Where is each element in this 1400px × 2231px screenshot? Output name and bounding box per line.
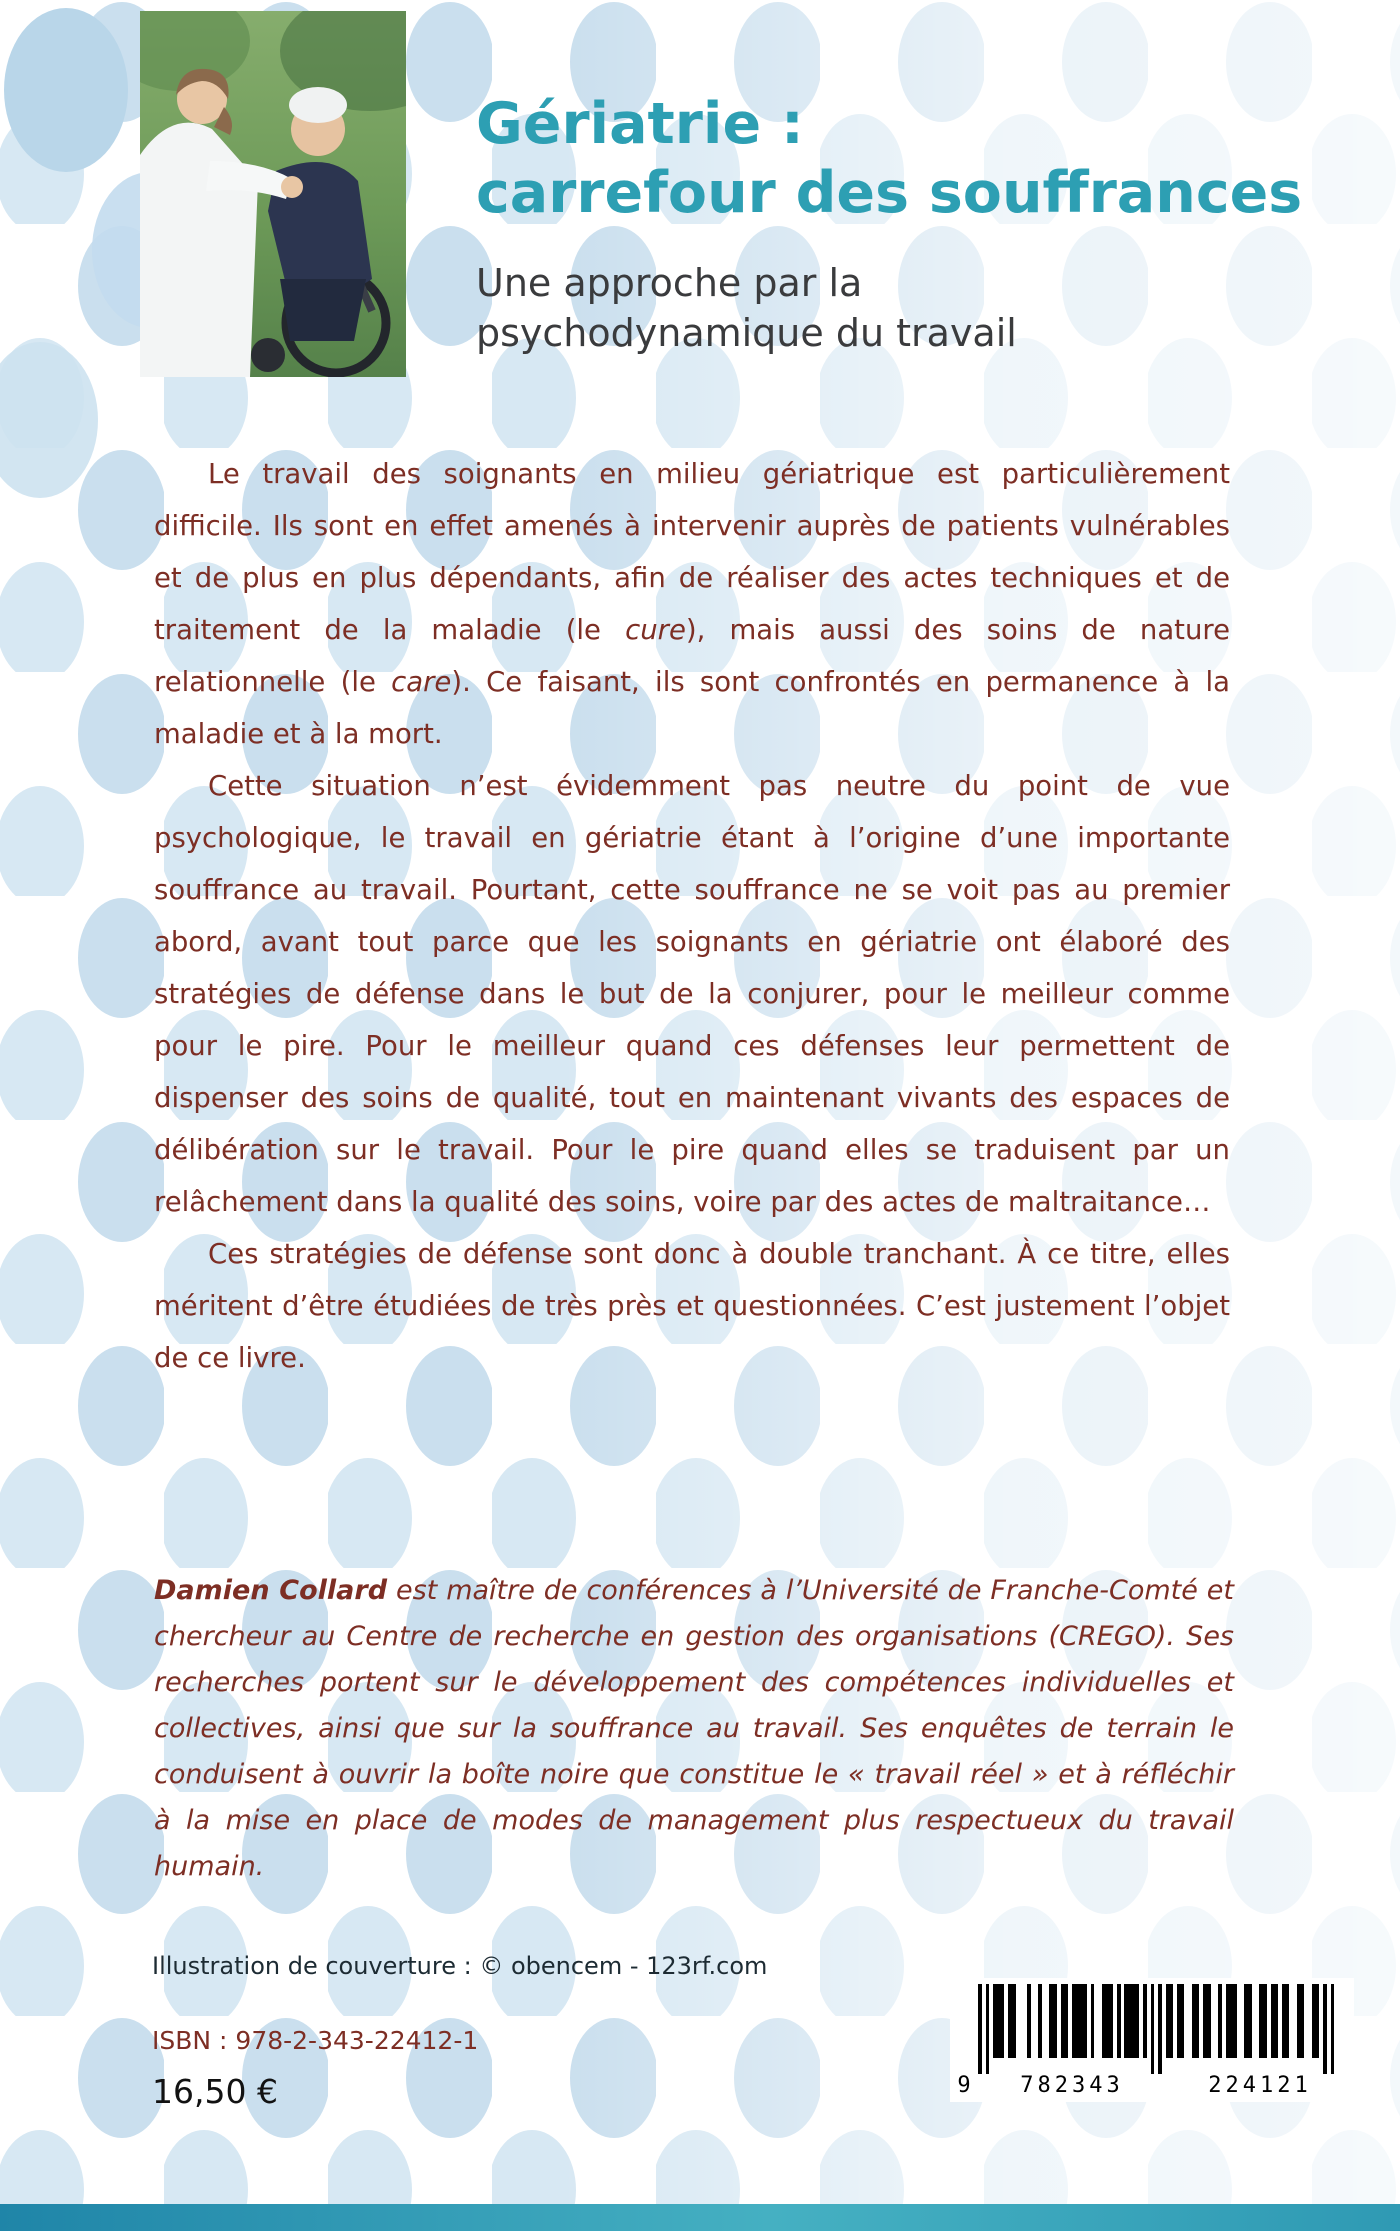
bottom-accent-bar [0, 2204, 1400, 2231]
blurb-paragraph-2: Cette situation n’est évidemment pas neutre du point de vue psychologique, le travail en gériatrie étant à l’origine d’une importante souffrance au travail. Pourtant, cette souffrance ne se voit pas au premier abord, avant tout parce que les soignants en gériatrie ont élaboré des stratégies de défense dans le but de la conjurer, pour le meilleur comme pour le pire. Pour le meilleur quand ces défenses leur permettent de dispenser des soins de qualité, tout en maintenant vivants des espaces de délibération sur le travail. Pour le pire quand elles se traduisent par un relâchement dans la qualité des soins, voire par des actes de maltraitance… [154, 770, 1230, 1218]
author-name: Damien Collard [154, 1575, 388, 1606]
book-subtitle-line2: psychodynamique du travail [476, 311, 1017, 355]
blurb-paragraph-1 [154, 448, 1230, 760]
blurb-paragraph-3: Ces stratégies de défense sont donc à double tranchant. À ce titre, elles méritent d’être étudiées de très près et questionnées. C’est justement l’objet de ce livre. [154, 1238, 1230, 1374]
book-title [476, 90, 1356, 228]
author-bio [154, 1568, 1234, 1890]
book-subtitle [476, 258, 1356, 358]
blurb-p1-seg3: ). Ce faisant, ils sont confrontés en permanence à la maladie et à la mort. [154, 666, 1230, 750]
cover-photo [140, 11, 406, 377]
barcode-bars [978, 1984, 1334, 2074]
cover-illustration-credit: Illustration de couverture : © obencem - 123rf.com [152, 1952, 768, 1980]
barcode-first-digit: 9 [957, 2073, 971, 2098]
book-title-line2: carrefour des souffrances [476, 160, 1303, 226]
price: 16,50 € [152, 2072, 278, 2111]
book-subtitle-line1: Une approche par la [476, 261, 863, 305]
blurb-p1-italic-care: care [391, 666, 452, 698]
barcode-digits [950, 2073, 1354, 2098]
cover-photo-illustration [140, 11, 406, 377]
title-block [476, 90, 1356, 358]
isbn-number: ISBN : 978-2-343-22412-1 [152, 2026, 479, 2055]
book-title-line1: Gériatrie : [476, 91, 804, 157]
author-bio-text: est maître de conférences à l’Université de Franche-Comté et chercheur au Centre de recherche en gestion des organisations (CREGO). Ses recherches portent sur le développement des compétences individuelles et collectives, ainsi que sur la souffrance au travail. Ses enquêtes de terrain le conduisent à ouvrir la boîte noire que constitue le « travail réel » et à réfléchir à la mise en place de modes de management plus respectueux du travail humain. [154, 1575, 1234, 1882]
back-cover-blurb [154, 448, 1230, 1384]
barcode-right-group: 224121 [1208, 2073, 1312, 2098]
barcode [950, 1978, 1354, 2102]
blurb-p1-seg2: ), mais aussi des soins de nature relationnelle (le [154, 614, 1231, 698]
blurb-p1-italic-cure: cure [625, 614, 686, 646]
barcode-left-group: 782343 [1020, 2073, 1124, 2098]
blurb-p1-seg1: Le travail des soignants en milieu gériatrique est particulièrement difficile. Ils sont en effet amenés à intervenir auprès de patients vulnérables et de plus en plus dépendants, afin de réaliser des actes techniques et de traitement de la maladie (le [154, 458, 1230, 646]
